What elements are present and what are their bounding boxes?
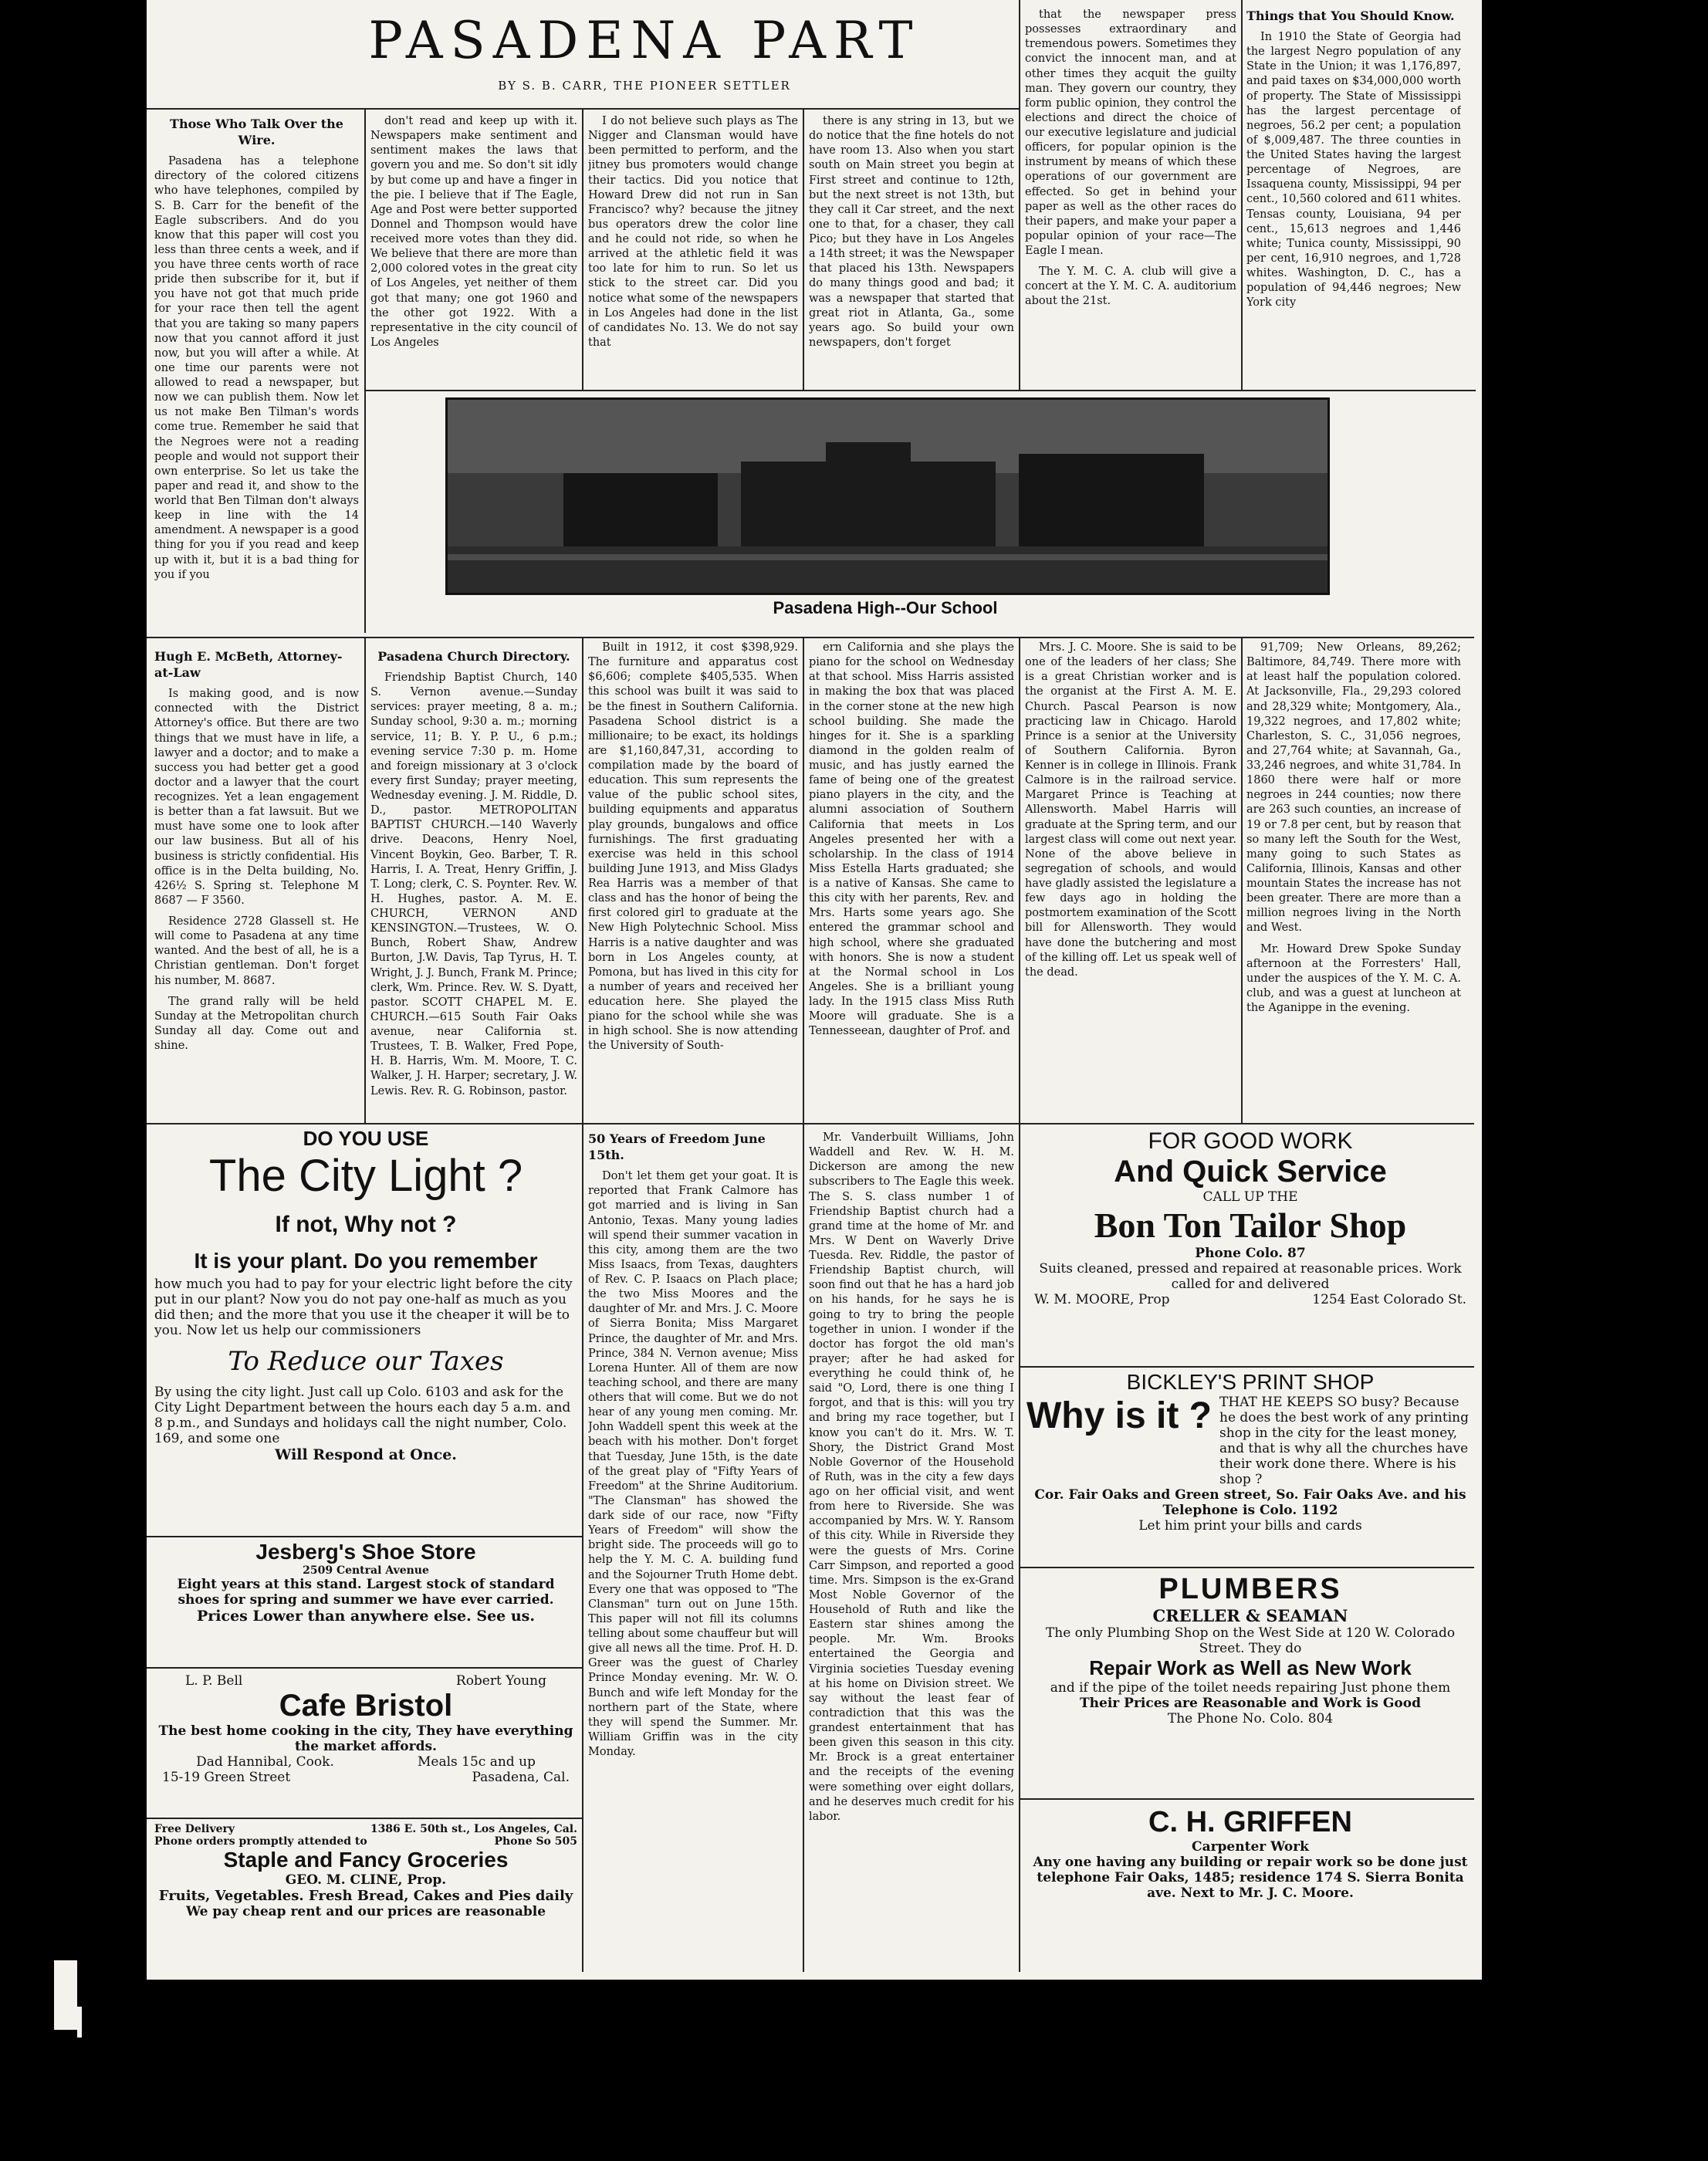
- article-body: ern California and she plays the piano for the school on Wednesday at that school. Miss Harris assisted in making the box that was placed in the corner stone at the new high school building. She made the hinges for it. She is a sparkling diamond in the golden realm of music, and has justly earned the fame of being one of the greatest piano players in the city, and the alumni association of Southern California that meets in Los Angeles presented her with a scholarship. In the class of 1914 Miss Estella Harts graduated; she is a native of Kansas. She came to this city with her parents, Rev. and Mrs. Harts some years ago. She entered the grammar school and high school, where she graduated with honors. She is now a student at the Normal school in Los Angeles. She is a brilliant young lady. In the 1915 class Miss Ruth Moore will graduate. She is a Tennesseean, daughter of Prof. and: [809, 641, 1014, 1038]
- drew-notice: Mr. Howard Drew Spoke Sunday afternoon at the Forresters' Hall, under the auspices of the Y. M. C. A. club, and was a guest at luncheon at the Aganippe in the evening.: [1246, 942, 1461, 1014]
- ad-line: Let him print your bills and cards: [1138, 1518, 1362, 1534]
- article-body: 91,709; New Orleans, 89,262; Baltimore, 84,749. There more with at least half the population colored. At Jacksonville, Fla., 29,293 colored and 28,329 white; Montgomery, Ala., 19,322 negroes, and 17,802 white; Charleston, S. C., 31,056 negroes, and 27,764 white; at Savannah, Ga., 33,246 negroes, and white 31,784. In 1860 there were half or more negroes in 244 counties; now there are 263 such counties, an increase of 19 or 7.8 per cent, but by reason that so many left the South for the West, many going to such States as California, Illinois, Kansas and other mountain States the increase has not been greater. There are more than a million negroes living in the North and West.: [1246, 641, 1461, 935]
- ad-line: CALL UP THE: [1202, 1189, 1298, 1205]
- ad-owner-right: Robert Young: [455, 1673, 546, 1689]
- ad-headline: Cafe Bristol: [279, 1689, 453, 1723]
- ad-line: Cor. Fair Oaks and Green street, So. Fair Oaks Ave. and his Telephone is Colo. 1192: [1034, 1487, 1466, 1518]
- article-facts: [1246, 8, 1461, 386]
- ad-rule: [147, 1536, 582, 1537]
- byline-box: [278, 79, 1011, 97]
- ad-line: 2509 Central Avenue: [303, 1564, 429, 1577]
- ad-address: 1254 East Colorado St.: [1312, 1292, 1466, 1307]
- ad-body: Suits cleaned, pressed and repaired at reasonable prices. Work called for and delivered: [1039, 1261, 1462, 1292]
- ad-headline: Staple and Fancy Groceries: [223, 1848, 509, 1872]
- photo-caption: Pasadena High--Our School: [773, 598, 998, 617]
- ad-body: The best home cooking in the city, They have everything the market affords.: [158, 1723, 573, 1754]
- ad-line: Phone Colo. 87: [1195, 1246, 1306, 1261]
- section-rule: [147, 637, 1474, 638]
- ad-headline: PLUMBERS: [1158, 1573, 1342, 1605]
- ad-line: If not, Why not ?: [275, 1211, 457, 1237]
- ad-bickley: [1026, 1370, 1474, 1567]
- article-wire-cont: [370, 114, 577, 388]
- article-body: I do not believe such plays as The Nigger and Clansman would have been permitted to perform, and the jitney bus promoters would change their tactics. Did you notice that Howard Drew did not run in San Francisco? why? because the jitney bus operators drew the color line and he could not ride, so when he arrived at the athletic field it was too late for him to run. So let us stick to the street car. Did you notice what some of the newspapers in Los Angeles had done in the list of candidates No. 13. We do not say that: [588, 115, 798, 349]
- ad-prop: W. M. MOORE, Prop: [1034, 1292, 1170, 1307]
- column-rule: [364, 390, 366, 633]
- article-mcbeth: [154, 648, 359, 1119]
- ad-owner-left: L. P. Bell: [185, 1673, 243, 1689]
- column-rule: [1241, 0, 1243, 390]
- ad-jesberg: [154, 1540, 577, 1667]
- masthead: [278, 15, 1011, 73]
- article-body: Mrs. J. C. Moore. She is said to be one of the leaders of her class; She is a great Christian worker and is the organist at the First A. M. E. Church. Pascal Pearson is now practicing law in Chicago. Harold Prince is a senior at the University of Southern California. Byron Kenner is in college in Illinois. Frank Calmore is in the railroad service. Margaret Prince is Teaching at Allensworth. Mabel Harris will graduate at the Spring term, and our largest class will come out next year. None of the above believe in segregation of schools, and would have gladly assisted the legislature a few days ago in holding the postmortem examination of the Scott bill for Allensworth. They would have done the butchering and most of the killing off. Let us speak well of the dead.: [1025, 641, 1236, 979]
- ad-line: CRELLER & SEAMAN: [1152, 1606, 1348, 1625]
- ad-city-light: [154, 1127, 577, 1532]
- article-body: Pasadena has a telephone directory of the colored citizens who have telephones, compiled by S. B. Carr for the benefit of the Eagle subscribers. And do you know that this paper will cost you less than three cents a week, and if you have three cents worth of race pride then subscribe for it, but if you have not got that much pride for your race then tell the agent that you are taking so many papers now that you cannot afford it just now, but you will after a while. At one time our parents were not allowed to read a newspaper, but now we can publish them. Now let us not make Ben Tilman's words come true. Remember he said that the Negroes were not a reading people and would not support their own enterprise. So let us take the paper and read it, and show to the world that Ben Tilman don't always keep in line with the 14 amendment. A newspaper is a good thing for you if you read and keep up with it, but it is a bad thing for you if you: [154, 155, 359, 581]
- column-rule: [582, 637, 583, 1123]
- ad-orders: Phone orders promptly attended to: [154, 1835, 367, 1848]
- ad-line: GEO. M. CLINE, Prop.: [285, 1872, 447, 1888]
- ad-line: And Quick Service: [1114, 1155, 1387, 1189]
- column-rule: [582, 108, 583, 390]
- ad-line: To Reduce our Taxes: [228, 1345, 504, 1377]
- ad-body: THAT HE KEEPS SO busy? Because he does the best work of any printing shop in the city for the least money, and that is why all the churches have their work done there. Where is his shop ?: [1219, 1395, 1469, 1487]
- column-rule: [582, 1123, 583, 1972]
- ad-body: and if the pipe of the toilet needs repairing Just phone them: [1050, 1680, 1451, 1696]
- ad-line: It is your plant. Do you remember: [194, 1248, 538, 1273]
- article-school: [588, 641, 798, 1119]
- ad-owners: [154, 1673, 577, 1689]
- scan-edge-mark: [77, 2007, 82, 2038]
- ad-meals: Meals 15c and up: [417, 1754, 536, 1770]
- ad-line: We pay cheap rent and our prices are reasonable: [185, 1904, 546, 1919]
- byline: BY S. B. CARR, THE PIONEER SETTLER: [498, 79, 791, 93]
- article-wire-cont: [588, 114, 798, 388]
- ad-rule: [147, 1818, 582, 1819]
- article-body: don't read and keep up with it. Newspapers make sentiment and sentiment makes the laws that govern you and me. So don't sit idly by but come up and have a finger in the pie. I believe that if The Eagle, Age and Post were better supported Donnel and Thompson would have received more votes than they did. We believe that there are more than 2,000 colored votes in the great city of Los Angeles, yet neither of them got that many; one got 1960 and the other got 1922. With a representative in the city council of Los Angeles: [370, 115, 577, 349]
- article-body: Built in 1912, it cost $398,929. The furniture and apparatus cost $6,606; complete $405,535. When this school was built it was said to be the finest in Southern California. Pasadena School district is a millionaire; to be exact, its holdings are $1,160,847,31, according to compilation made by the board of education. This sum represents the value of the public school sites, building equipments and apparatus play grounds, bungalows and office furnishings. The first graduating exercise was held in this school building June 1913, and Miss Gladys Rea Harris was a member of that class and has the honor of being the first colored girl to graduate at the New High Polytechnic School. Miss Harris is a native daughter and was born in Los Angeles county, at Pomona, but has lived in this city for a number of years and received her education here. She played the piano for the school while she was in high school. She is now attending the University of South-: [588, 641, 798, 1053]
- article-body: there is any string in 13, but we do notice that the fine hotels do not have room 13. Also when you start south on Main street you begin at First street and continue to 12th, but the next street is not 13th, but they call it Car street, and the next one to that, for a chaser, they call Pico; but they have in Los Angeles a 14th street; it was the Newspaper that placed his 13th. Newspapers do many things good and bad; it was a newspaper that started that great riot in Atlanta, Ga., some years ago. So build your own newspapers, don't forget: [809, 115, 1014, 349]
- article-body: Friendship Baptist Church, 140 S. Vernon avenue.—Sunday services: prayer meeting, 8 a. m.; Sunday school, 9:30 a. m.; morning service, 11; B. Y. P. U., 6 p.m.; evening service 7:30 p. m. Home and foreign missionary at 3 o'clock every first Sunday; prayer meeting, Wednesday evening. J. M. Riddle, D. D., pastor. METROPOLITAN BAPTIST CHURCH.—140 Waverly drive. Deacons, Henry Noel, Vincent Boykin, Geo. Barber, T. R. Harris, I. A. Treat, Henry Griffin, J. T. Long; clerk, C. S. Poynter. Rev. W. H. Hughes, pastor. A. M. E. CHURCH, VERNON AND KENSINGTON.—Trustees, W. O. Bunch, Robert Shaw, Andrew Burton, J.W. Davis, Tap Tyrus, H. T. Wright, J. J. Bunch, Frank M. Prince; clerk, Wm. Prince. Rev. W. S. Dyatt, pastor. SCOTT CHAPEL M. E. CHURCH.—615 South Fair Oaks avenue, near California st. Trustees, T. B. Walker, Fred Pope, H. B. Harris, Wm. M. Moore, T. C. Walker, J. H. Harper; secretary, J. W. Lewis. Rev. R. G. Robinson, pastor.: [370, 671, 577, 1097]
- ad-headline: Jesberg's Shoe Store: [255, 1540, 476, 1564]
- school-building-illustration: [448, 400, 1328, 593]
- rally-notice: The grand rally will be held Sunday at the Metropolitan church Sunday all day. Come out and shine.: [154, 995, 359, 1053]
- ad-address: 1386 E. 50th st., Los Angeles, Cal.: [370, 1823, 577, 1835]
- ad-delivery: Free Delivery: [154, 1823, 235, 1835]
- ad-cafe-bristol: [154, 1673, 577, 1816]
- ad-rule: [147, 1667, 582, 1669]
- ad-body: Eight years at this stand. Largest stock of standard shoes for spring and summer we have ever carried.: [177, 1577, 555, 1608]
- ad-line: DO YOU USE: [303, 1127, 429, 1150]
- church-directory: [370, 648, 577, 1119]
- article-body: Don't let them get your goat. It is reported that Frank Calmore has got married and is living in San Antonio, Texas. Many young ladies will spend their summer vacation in this city, among them are the two Miss Isaacs, from Texas, daughters of Rev. C. P. Isaacs on Plach place; the two Miss Moores and the daughter of Mr. and Mrs. J. C. Moore of Sierra Bonita; Miss Margaret Prince, the daughter of Mr. and Mrs. Prince, 384 N. Vernon avenue; Miss Lorena Hunter. All of them are now teaching school, and there are many others that will come. But we do not hear of any young men coming. Mr. John Waddell spent this week at the beach with his mother. Don't forget that Tuesday, June 15th, is the date of the great play of "Fifty Years of Freedom" at the Shrine Auditorium. "The Clansman" has showed the dark side of our race, now "Fifty Years of Freedom" will show the bright side. The proceeds will go to help the Y. M. C. A. building fund and the Sojourner Truth Home debt. Every one that was opposed to "The Clansman" turn out on June 15th. This paper will not fill its columns telling about some chauffeur but will give all news all the time. Prof. H. D. Greer was the guest of Charley Prince Monday evening. Mr. W. O. Bunch and wife left Monday for the northern part of the State, where they will spend the Summer. Mr. William Griffin was in the city Monday.: [588, 1170, 798, 1759]
- ad-cook: Dad Hannibal, Cook.: [196, 1754, 334, 1770]
- ad-line: Fruits, Vegetables. Fresh Bread, Cakes and Pies daily: [158, 1888, 573, 1904]
- article-headline: Hugh E. McBeth, Attorney-at-Law: [154, 649, 343, 681]
- ad-grocery: [154, 1823, 577, 1966]
- column-rule: [1019, 637, 1020, 1123]
- ad-bon-ton: [1026, 1128, 1474, 1364]
- ad-street: 15-19 Green Street: [162, 1770, 291, 1785]
- scan-edge-mark: [54, 1960, 77, 2030]
- school-photo: [445, 397, 1330, 595]
- article-body: Is making good, and is now connected with the District Attorney's office. But there are two things that we must have in life, a lawyer and a doctor; and to make a success you had better get a good doctor and a lawyer that the court recognizes. Yet a lean engagement is better than a fat lawsuit. But we must have some one to look after our law business. But all of his business is strictly confidential. His office is in the Delta building, No. 426½ S. Spring st. Telephone M 8687 — F 3560.: [154, 688, 359, 907]
- ad-rule: [1019, 1567, 1474, 1568]
- article-school-cont: [809, 641, 1014, 1119]
- ad-phone: Phone So 505: [494, 1835, 577, 1848]
- ad-headline: BICKLEY'S PRINT SHOP: [1126, 1370, 1375, 1394]
- ad-headline: The City Light ?: [208, 1151, 523, 1201]
- column-rule: [803, 1123, 804, 1972]
- ad-row: [154, 1823, 577, 1835]
- ad-line: Repair Work as Well as New Work: [1089, 1656, 1412, 1679]
- article-wire-cont: [1025, 8, 1236, 386]
- section-rule: [147, 1123, 1474, 1124]
- article-headline: 50 Years of Freedom June 15th.: [588, 1131, 766, 1163]
- ad-row: [154, 1770, 577, 1785]
- ad-rule: [1019, 1798, 1474, 1800]
- section-rule: [364, 390, 1476, 391]
- column-rule: [1019, 0, 1020, 390]
- ad-plumbers: [1026, 1573, 1474, 1797]
- article-graduates: [1025, 641, 1236, 1119]
- article-wire-cont: [809, 114, 1014, 388]
- ad-row: [154, 1754, 577, 1770]
- ad-city: Pasadena, Cal.: [472, 1770, 570, 1785]
- ad-headline: C. H. GRIFFEN: [1148, 1806, 1352, 1838]
- column-rule: [1019, 1123, 1020, 1972]
- article-headline: Those Who Talk Over the Wire.: [170, 117, 343, 148]
- article-body: In 1910 the State of Georgia had the largest Negro population of any State in the Union; it was 1,176,897, and paid taxes on $34,000,000 worth of property. The State of Mississippi has the largest percentage of negroes, 56.2 per cent; a population of $,009,487. The three counties in the United States having the largest percentage of Negroes, are Issaquena county, Mississippi, 94 per cent., 10,560 colored and 611 whites. Tensas county, Louisiana, 94 per cent., 15,613 negroes and 1,446 white; Tunica county, Mississippi, 90 per cent, 16,910 negroes, and 1,728 whites. Washington, D. C., has a population of 94,446 negroes; New York city: [1246, 31, 1461, 309]
- article-body: that the newspaper press possesses extraordinary and tremendous powers. Sometimes they convict the innocent man, and at other times they acquit the guilty man. They govern our country, they form public opinion, they control the elections and direct the choice of our executive legislature and judicial officers, for popular opinion is the instrument by means of which these operations of our government are effected. So get in behind your paper as well as the other races do their papers, and make your paper a popular opinion of your race—The Eagle I mean.: [1025, 8, 1236, 257]
- ad-row: [1026, 1395, 1474, 1487]
- article-locals: [809, 1131, 1014, 1968]
- article-headline: Things that You Should Know.: [1246, 8, 1455, 23]
- article-facts-cont: [1246, 641, 1461, 1119]
- column-rule: [364, 108, 366, 390]
- ad-line: Carpenter Work: [1192, 1839, 1309, 1855]
- ad-headline: Why is it ?: [1026, 1395, 1212, 1436]
- ad-headline: Bon Ton Tailor Shop: [1094, 1206, 1407, 1245]
- column-rule: [803, 108, 804, 390]
- ad-body: The only Plumbing Shop on the West Side at 120 W. Colorado Street. They do: [1045, 1625, 1456, 1656]
- article-wire: [154, 116, 359, 641]
- article-body: Mr. Vanderbuilt Williams, John Waddell and Rev. W. H. M. Dickerson are among the new subscribers to The Eagle this week. The S. S. class number 1 of Friendship Baptist church had a grand time at the home of Mr. and Mrs. W Dent on Waverly Drive Tuesda. Rev. Riddle, the pastor of Friendship Baptist church, will soon find out that he has a hard job on his hands, for he says he is going to try to bring the people together in union. I wonder if the doctor has forgot the old man's prayer; after he had asked for everything he could think of, he said "O, Lord, there is one thing I forgot, and that is this: will you try and bring my race together, but I know you can't do it. Mrs. W. T. Shory, the District Grand Most Noble Governor of the Household of Ruth, was in the city a few days ago on her official visit, and went from here to Riverside. She was accompanied by Mrs. W. Y. Ransom of this city. While in Riverside they were the guests of Mrs. Corine Carr Simpson, and reported a good time. Mrs. Simpson is the ex-Grand Most Noble Governor of the Household of Ruth and like the Eastern star shines among the people. Mr. Wm. Brooks entertained the Georgia and Virginia societies Tuesday evening at his home on Division street. We say without the least fear of contradiction that this was the grandest entertainment that has been given this season in this city. Mr. Brock is a great entertainer and the receipts of the evening were something over eight dollars, and he deserves much credit for his labor.: [809, 1131, 1014, 1823]
- article-headline: Pasadena Church Directory.: [377, 649, 570, 664]
- ad-griffen: [1026, 1806, 1474, 1968]
- ad-body: how much you had to pay for your electric light before the city put in our plant? Now you do not pay one-half as much as you did then; and the more that you use it the cheaper it will be to you. Now let us help our commissioners: [154, 1276, 573, 1338]
- masthead-title: PASADENA PART: [368, 15, 921, 70]
- column-rule: [1241, 637, 1243, 1123]
- column-rule: [364, 637, 366, 1123]
- article-freedom: [588, 1131, 798, 1968]
- column-rule: [803, 637, 804, 1123]
- ad-line: FOR GOOD WORK: [1148, 1128, 1353, 1154]
- ad-line: Prices Lower than anywhere else. See us.: [196, 1608, 535, 1625]
- ad-line: Their Prices are Reasonable and Work is Good: [1080, 1696, 1421, 1711]
- ad-body: By using the city light. Just call up Colo. 6103 and ask for the City Light Department between the hours each day 5 a.m. and 8 p.m., and Sundays and holidays call the night number, Colo. 169, and some one: [154, 1384, 571, 1446]
- ad-rule: [1019, 1366, 1474, 1368]
- ad-body: Any one having any building or repair work so be done just telephone Fair Oaks, 1485; residence 174 S. Sierra Bonita ave. Next to Mr. J. C. Moore.: [1033, 1855, 1468, 1901]
- ad-line: Will Respond at Once.: [275, 1446, 457, 1463]
- ymca-notice: The Y. M. C. A. club will give a concert at the Y. M. C. A. auditorium about the 21st.: [1025, 265, 1236, 308]
- ad-row: [154, 1835, 577, 1848]
- ad-row: [1026, 1292, 1474, 1307]
- article-body: Residence 2728 Glassell st. He will come to Pasadena at any time wanted. And the best of all, he is a Christian gentleman. Don't forget his number, M. 8687.: [154, 915, 359, 987]
- ad-line: The Phone No. Colo. 804: [1167, 1711, 1334, 1726]
